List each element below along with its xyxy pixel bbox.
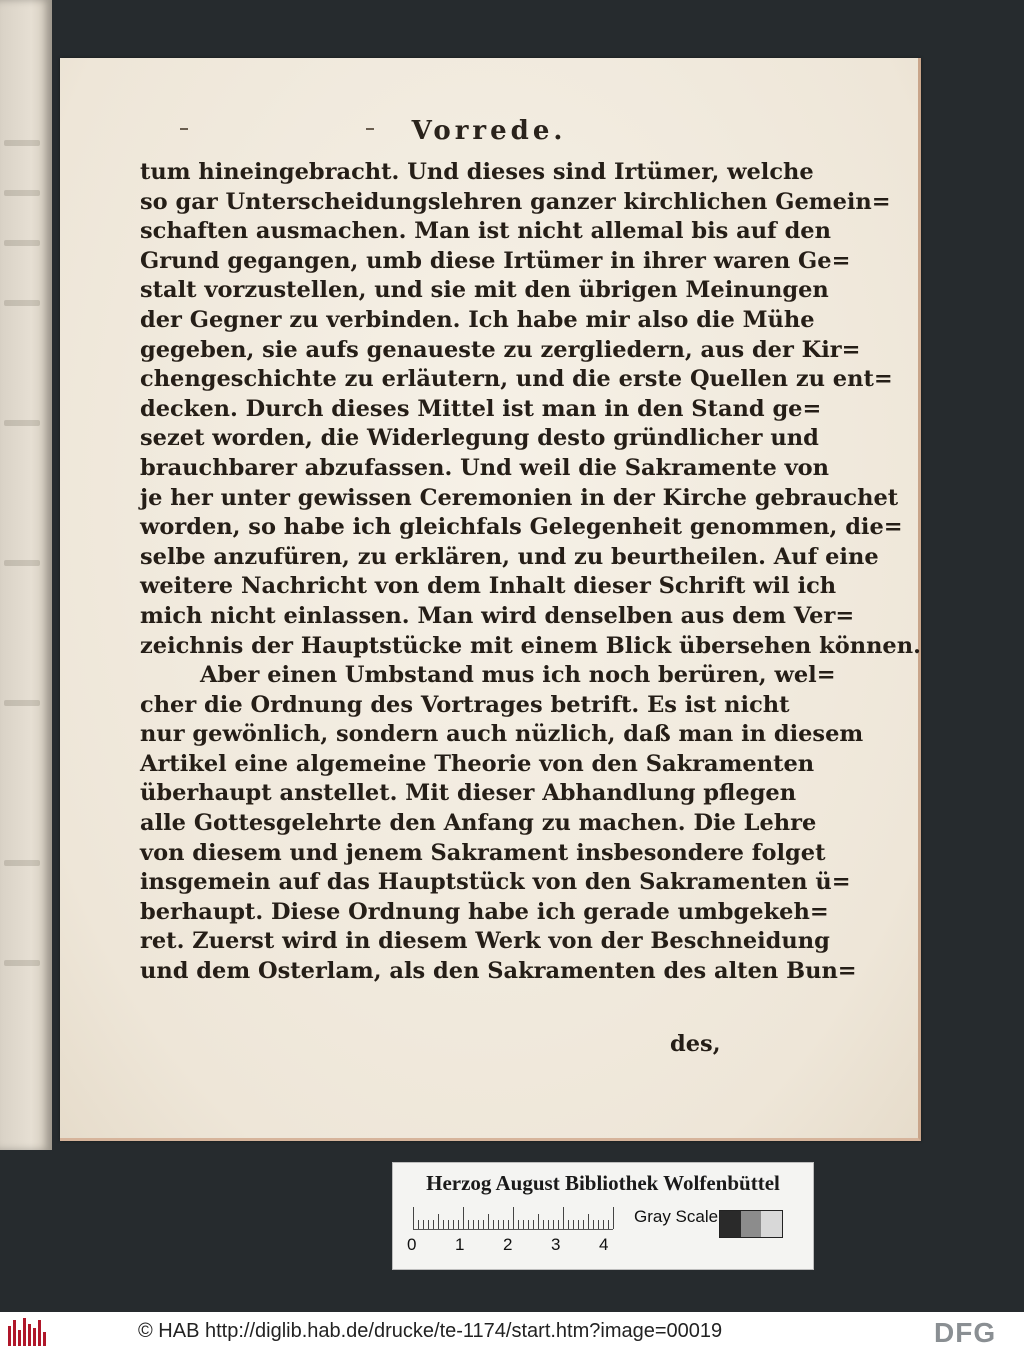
- text-line: worden, so habe ich gleichfals Gelegenheit genommen, die=: [140, 514, 903, 541]
- ruler-tick: [498, 1220, 499, 1229]
- ghost-text: [4, 420, 40, 426]
- text-line: je her unter gewissen Ceremonien in der Kirche gebrauchet: [140, 484, 899, 511]
- ruler-tick: [598, 1220, 599, 1229]
- ruler-tick: [543, 1220, 544, 1229]
- ruler-tick: [513, 1207, 514, 1229]
- text-line: überhaupt anstellet. Mit dieser Abhandlung pflegen: [140, 780, 797, 807]
- ruler-tick: [473, 1220, 474, 1229]
- decorative-dash: [180, 128, 188, 130]
- ruler-tick: [448, 1220, 449, 1229]
- catchword: des,: [670, 1031, 721, 1057]
- ghost-text: [4, 700, 40, 706]
- text-line: Grund gegangen, umb diese Irtümer in ihrer waren Ge=: [140, 247, 851, 274]
- text-line: so gar Unterscheidungslehren ganzer kirchlichen Gemein=: [140, 188, 891, 215]
- logo-bar: [18, 1330, 21, 1346]
- ruler-tick: [438, 1214, 439, 1229]
- ruler-tick: [423, 1220, 424, 1229]
- ruler-tick: [503, 1220, 504, 1229]
- text-line: berhaupt. Diese Ordnung habe ich gerade umbgekeh=: [140, 898, 829, 925]
- ruler-tick: [583, 1220, 584, 1229]
- body-text: [140, 158, 921, 987]
- ruler-number: 3: [551, 1235, 561, 1254]
- book-page: [60, 58, 921, 1141]
- ghost-text: [4, 960, 40, 966]
- ruler-tick: [523, 1220, 524, 1229]
- logo-bar: [28, 1324, 31, 1346]
- ruler-tick: [538, 1214, 539, 1229]
- text-line: insgemein auf das Hauptstück von den Sakramenten ü=: [140, 869, 851, 896]
- ruler-tick: [463, 1207, 464, 1229]
- copyright-link[interactable]: © HAB http://diglib.hab.de/drucke/te-1174/start.htm?image=00019: [138, 1320, 723, 1342]
- ruler-tick: [558, 1220, 559, 1229]
- ruler-numbers: [407, 1235, 627, 1257]
- color-scale-card: [392, 1162, 814, 1270]
- ghost-text: [4, 300, 40, 306]
- text-line: nur gewönlich, sondern auch nüzlich, daß man in diesem: [140, 721, 864, 748]
- ruler-tick: [588, 1214, 589, 1229]
- ruler-tick: [603, 1220, 604, 1229]
- ruler-tick: [478, 1220, 479, 1229]
- text-line: weitere Nachricht von dem Inhalt dieser Schrift wil ich: [140, 573, 837, 600]
- text-line: der Gegner zu verbinden. Ich habe mir also die Mühe: [140, 306, 815, 333]
- ruler-tick: [573, 1220, 574, 1229]
- ruler-tick: [518, 1220, 519, 1229]
- ruler-tick: [468, 1220, 469, 1229]
- logo-bar: [8, 1326, 11, 1346]
- ruler-tick: [433, 1220, 434, 1229]
- text-line: von diesem und jenem Sakrament insbesondere folget: [140, 839, 826, 866]
- ruler-tick: [528, 1220, 529, 1229]
- ruler-tick: [428, 1220, 429, 1229]
- hab-logo-icon: [8, 1318, 46, 1346]
- running-head: [60, 116, 918, 146]
- logo-bar: [43, 1332, 46, 1346]
- text-line: ret. Zuerst wird in diesem Werk von der Beschneidung: [140, 928, 830, 955]
- ruler-tick: [453, 1220, 454, 1229]
- ruler-tick: [413, 1207, 414, 1229]
- gray-scale-patches: [719, 1210, 783, 1238]
- ruler-number: 1: [455, 1235, 465, 1254]
- gray-scale-label: Gray Scale: [634, 1207, 719, 1226]
- text-line: cher die Ordnung des Vortrages betrift. Es ist nicht: [140, 691, 790, 718]
- ruler-number: 0: [407, 1235, 417, 1254]
- ruler-tick: [508, 1220, 509, 1229]
- running-head-text: Vorrede.: [411, 116, 567, 146]
- text-line: selbe anzufüren, zu erklären, und zu beurtheilen. Auf eine: [140, 543, 879, 570]
- text-line: Artikel eine algemeine Theorie von den Sakramenten: [140, 750, 815, 777]
- gray-patch-mid: [741, 1211, 762, 1237]
- ghost-text: [4, 560, 40, 566]
- previous-page-edge: [0, 0, 52, 1150]
- ghost-text: [4, 240, 40, 246]
- ruler-tick: [443, 1220, 444, 1229]
- text-line: gegeben, sie aufs genaueste zu zergliedern, aus der Kir=: [140, 336, 861, 363]
- ruler-tick: [578, 1220, 579, 1229]
- logo-bar: [33, 1328, 36, 1346]
- ruler-tick: [613, 1207, 614, 1229]
- ruler-tick: [418, 1220, 419, 1229]
- dfg-logo: DFG: [934, 1317, 997, 1348]
- text-line: chengeschichte zu erläutern, und die erste Quellen zu ent=: [140, 366, 893, 393]
- ruler-tick: [593, 1220, 594, 1229]
- ghost-text: [4, 860, 40, 866]
- text-line: zeichnis der Hauptstücke mit einem Blick übersehen können.: [140, 632, 921, 659]
- text-line: tum hineingebracht. Und dieses sind Irtümer, welche: [140, 159, 814, 185]
- logo-bar: [38, 1320, 41, 1346]
- ruler-tick: [548, 1220, 549, 1229]
- logo-bar: [23, 1318, 26, 1346]
- text-line: brauchbarer abzufassen. Und weil die Sakramente von: [140, 454, 830, 481]
- ruler-number: 4: [599, 1235, 609, 1254]
- ghost-text: [4, 190, 40, 196]
- text-line: mich nicht einlassen. Man wird denselben aus dem Ver=: [140, 602, 855, 629]
- ruler-tick: [563, 1207, 564, 1229]
- decorative-dash: [366, 128, 374, 130]
- text-line: alle Gottesgelehrte den Anfang zu machen. Die Lehre: [140, 810, 817, 837]
- ruler-tick: [568, 1220, 569, 1229]
- text-line: decken. Durch dieses Mittel ist man in den Stand ge=: [140, 395, 822, 422]
- text-line: stalt vorzustellen, und sie mit den übrigen Meinungen: [140, 277, 829, 304]
- ruler-tick: [493, 1220, 494, 1229]
- paragraph-start-line: Aber einen Umbstand mus ich noch berüren, wel=: [200, 662, 836, 689]
- library-name: Herzog August Bibliothek Wolfenbüttel: [426, 1171, 780, 1195]
- ruler-tick: [488, 1214, 489, 1229]
- ruler-tick: [608, 1220, 609, 1229]
- text-line: und dem Osterlam, als den Sakramenten des alten Bun=: [140, 958, 857, 985]
- ruler-tick: [458, 1220, 459, 1229]
- text-line: schaften ausmachen. Man ist nicht allemal bis auf den: [140, 218, 831, 245]
- footer-bar: [0, 1312, 1024, 1352]
- ruler-tick: [533, 1220, 534, 1229]
- text-line: sezet worden, die Widerlegung desto gründlicher und: [140, 425, 819, 452]
- gray-patch-light: [761, 1211, 782, 1237]
- logo-bar: [13, 1320, 16, 1346]
- ruler-number: 2: [503, 1235, 513, 1254]
- gray-patch-dark: [720, 1211, 741, 1237]
- ruler-scale: [413, 1205, 613, 1230]
- ghost-text: [4, 140, 40, 146]
- ruler-tick: [483, 1220, 484, 1229]
- ruler-tick: [553, 1220, 554, 1229]
